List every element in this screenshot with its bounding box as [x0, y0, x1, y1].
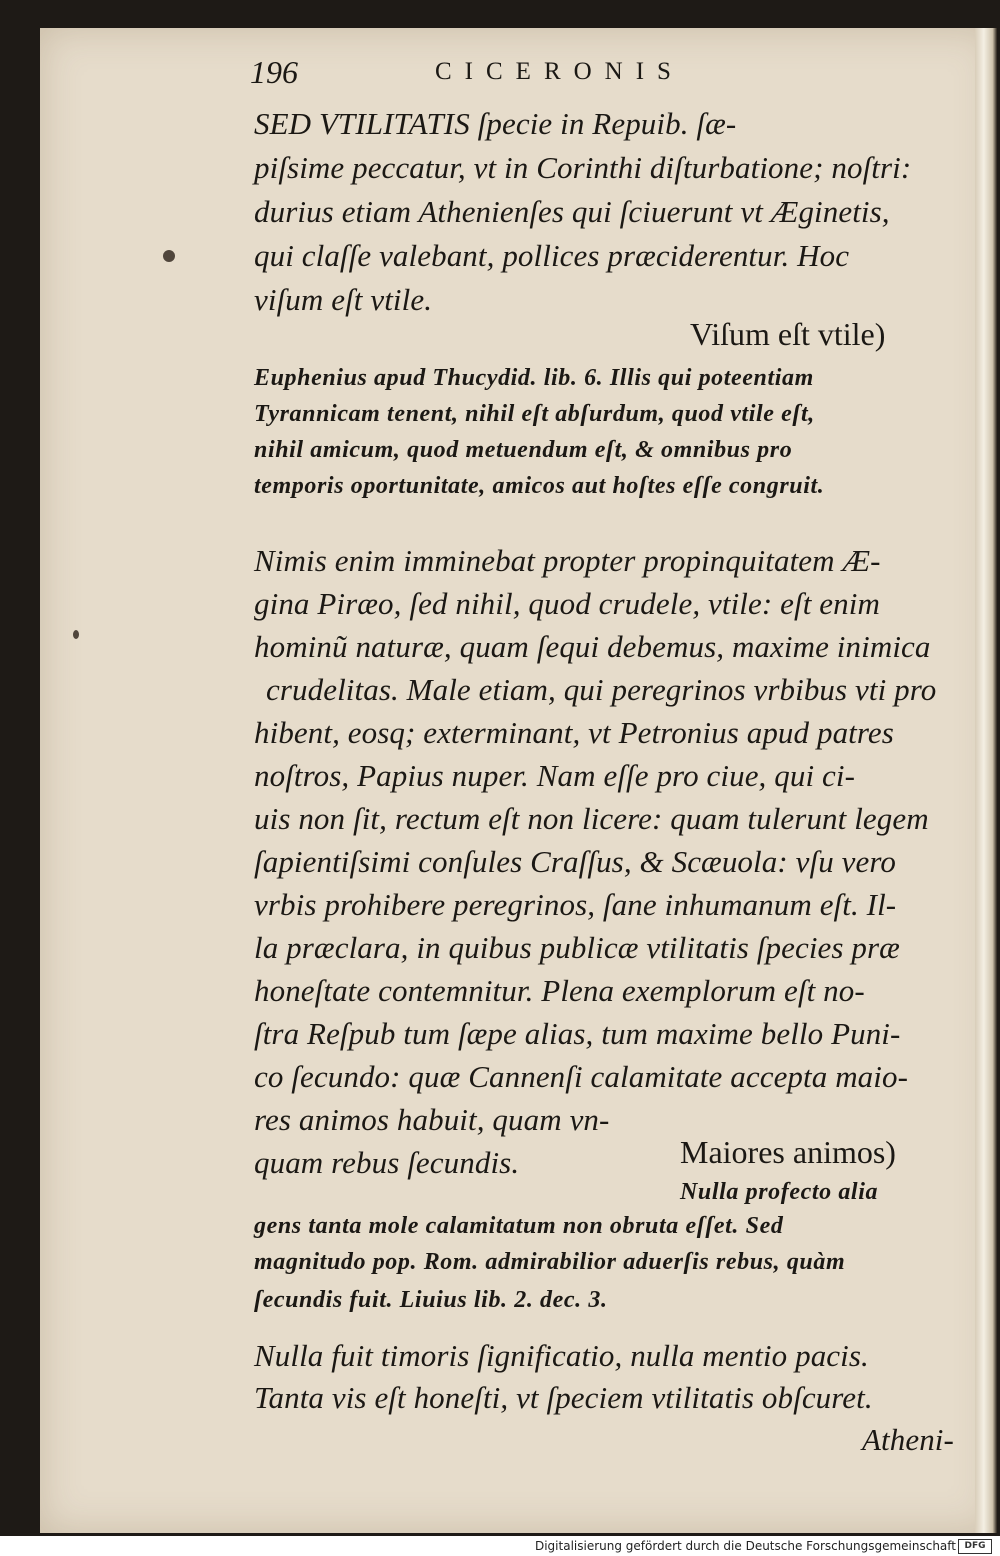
text-line: SED VTILITATIS ſpecie in Repuib. ſæ- [254, 106, 737, 141]
text-line: crudelitas. Male etiam, qui peregrinos vrbibus vti pro [266, 672, 937, 707]
text-line: viſum eſt vtile. [254, 282, 433, 317]
note-line: ſecundis fuit. Liuius lib. 2. dec. 3. [254, 1287, 608, 1313]
note-line: Euphenius apud Thucydid. lib. 6. Illis qui poteentiam [254, 365, 814, 391]
text-line: uis non ſit, rectum eſt non licere: quam tulerunt legem [254, 801, 929, 836]
dfg-logo-icon: DFG [958, 1539, 992, 1554]
ink-blot [163, 250, 175, 262]
text-line: co ſecundo: quæ Cannenſi calamitate accepta maio- [254, 1059, 909, 1094]
text-line: quam rebus ſecundis. [254, 1145, 520, 1180]
text-line: honeſtate contemnitur. Plena exemplorum eſt no- [254, 973, 865, 1008]
note-line: temporis oportunitate, amicos aut hoſtes eſſe congruit. [254, 473, 825, 499]
funding-notice: Digitalisierung gefördert durch die Deutsche Forschungsgemeinschaft [534, 1539, 956, 1553]
text-line: res animos habuit, quam vn- [254, 1102, 610, 1137]
note-line: Tyrannicam tenent, nihil eſt abſurdum, quod vtile eſt, [254, 401, 815, 427]
text-line: durius etiam Athenienſes qui ſciuerunt vt Æginetis, [254, 194, 890, 229]
text-line: Tanta vis eſt honeſti, vt ſpeciem vtilitatis obſcuret. [254, 1380, 873, 1415]
text-line: ſapientiſsimi conſules Craſſus, & Scæuola: vſu vero [254, 844, 896, 879]
footer-bar [0, 1536, 1000, 1556]
text-line: Nimis enim imminebat propter propinquitatem Æ- [254, 543, 881, 578]
running-head: CICERONIS [435, 58, 684, 85]
note-line: gens tanta mole calamitatum non obruta eſſet. Sed [254, 1213, 784, 1239]
text-line: piſsime peccatur, vt in Corinthi diſturbatione; noſtri: [254, 150, 912, 185]
page-edge [975, 28, 997, 1533]
text-line: gina Piræo, ſed nihil, quod crudele, vtile: eſt enim [254, 586, 880, 621]
text-line: la præclara, in quibus publicæ vtilitatis ſpecies præ [254, 930, 900, 965]
note-line: Nulla profecto alia [680, 1179, 879, 1205]
note-line: nihil amicum, quod metuendum eſt, & omnibus pro [254, 437, 793, 463]
note-line: magnitudo pop. Rom. admirabilior aduerſis rebus, quàm [254, 1249, 846, 1275]
page-number: 196 [250, 54, 298, 90]
text-line: noſtros, Papius nuper. Nam eſſe pro ciue, qui ci- [254, 758, 856, 793]
text-line: vrbis prohibere peregrinos, ſane inhumanum eſt. Il- [254, 887, 897, 922]
text-line: Nulla fuit timoris ſignificatio, nulla mentio pacis. [254, 1338, 869, 1373]
lemma-heading: Viſum eſt vtile) [690, 316, 886, 352]
catchword: Atheni- [862, 1422, 954, 1457]
ink-blot [73, 630, 79, 639]
text-line: hibent, eosq; exterminant, vt Petronius apud patres [254, 715, 894, 750]
text-line: ſtra Reſpub tum ſæpe alias, tum maxime bello Puni- [254, 1016, 901, 1051]
text-line: hominũ naturæ, quam ſequi debemus, maxime inimica [254, 629, 931, 664]
text-line: qui claſſe valebant, pollices præciderentur. Hoc [254, 238, 850, 273]
lemma-heading: Maiores animos) [680, 1134, 896, 1170]
